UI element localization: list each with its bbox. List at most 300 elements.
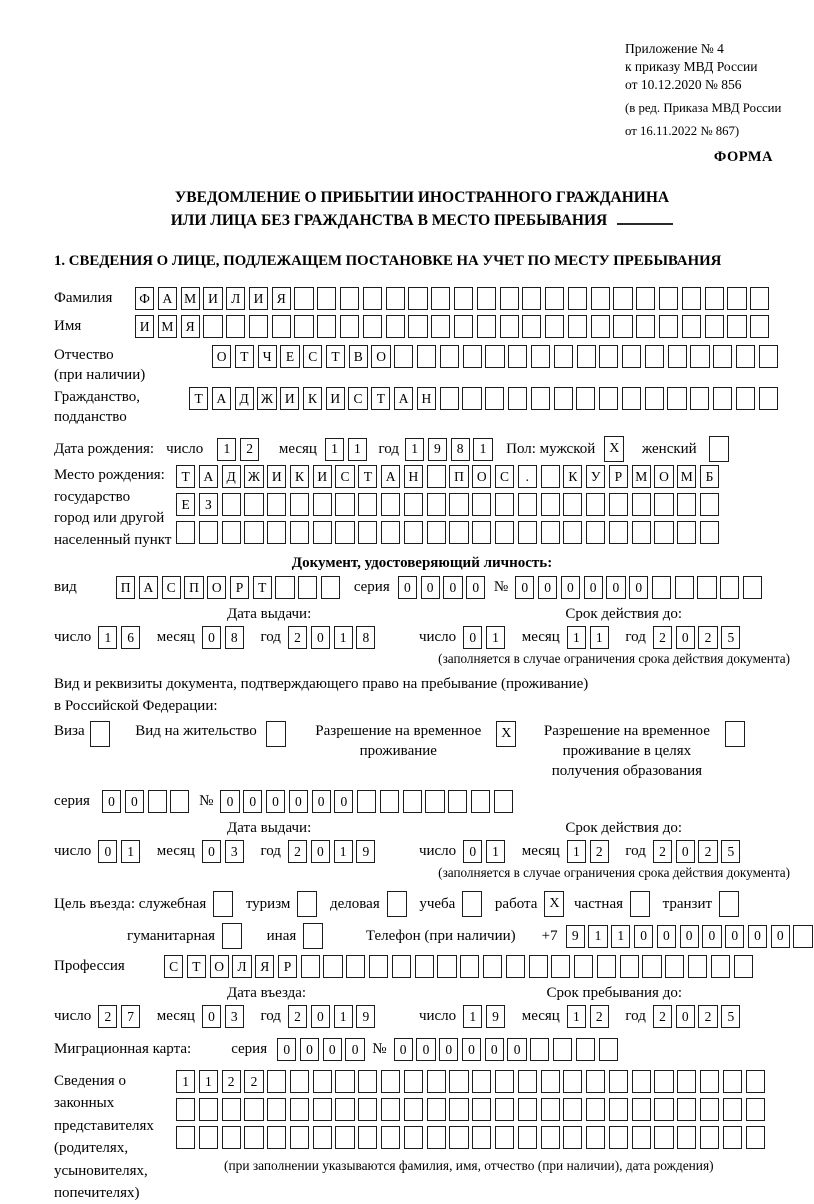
char-cell[interactable] bbox=[577, 345, 596, 368]
char-cell[interactable] bbox=[518, 1126, 537, 1149]
char-cell[interactable]: 0 bbox=[289, 790, 308, 813]
doc-type-input[interactable] bbox=[116, 576, 344, 599]
char-cell[interactable]: Т bbox=[371, 387, 390, 410]
char-cell[interactable] bbox=[586, 521, 605, 544]
char-cell[interactable] bbox=[586, 1070, 605, 1093]
char-cell[interactable] bbox=[713, 345, 732, 368]
permit-issue-day-input[interactable] bbox=[98, 840, 144, 863]
char-cell[interactable] bbox=[563, 493, 582, 516]
char-cell[interactable]: 2 bbox=[244, 1070, 263, 1093]
char-cell[interactable]: 2 bbox=[653, 1005, 672, 1028]
char-cell[interactable] bbox=[609, 1126, 628, 1149]
char-cell[interactable] bbox=[427, 521, 446, 544]
char-cell[interactable] bbox=[508, 345, 527, 368]
char-cell[interactable]: 0 bbox=[398, 576, 417, 599]
char-cell[interactable] bbox=[449, 493, 468, 516]
char-cell[interactable] bbox=[700, 1098, 719, 1121]
char-cell[interactable]: 1 bbox=[121, 840, 140, 863]
char-cell[interactable]: Ж bbox=[257, 387, 276, 410]
char-cell[interactable] bbox=[298, 576, 317, 599]
char-cell[interactable]: 1 bbox=[334, 626, 353, 649]
char-cell[interactable] bbox=[417, 345, 436, 368]
char-cell[interactable]: 5 bbox=[721, 1005, 740, 1028]
char-cell[interactable] bbox=[700, 1070, 719, 1093]
char-cell[interactable]: Ч bbox=[258, 345, 277, 368]
char-cell[interactable]: 0 bbox=[311, 840, 330, 863]
char-cell[interactable] bbox=[518, 1098, 537, 1121]
char-cell[interactable] bbox=[793, 925, 812, 948]
char-cell[interactable] bbox=[472, 1070, 491, 1093]
birth-day-input[interactable] bbox=[217, 438, 263, 461]
char-cell[interactable] bbox=[750, 287, 769, 310]
char-cell[interactable] bbox=[448, 790, 467, 813]
char-cell[interactable] bbox=[554, 345, 573, 368]
char-cell[interactable] bbox=[719, 891, 739, 917]
char-cell[interactable] bbox=[682, 287, 701, 310]
char-cell[interactable] bbox=[477, 287, 496, 310]
char-cell[interactable] bbox=[746, 1098, 765, 1121]
given-name-input[interactable] bbox=[135, 315, 773, 338]
char-cell[interactable]: 0 bbox=[462, 1038, 481, 1061]
char-cell[interactable] bbox=[290, 1098, 309, 1121]
surname-input[interactable] bbox=[135, 287, 773, 310]
char-cell[interactable]: 1 bbox=[611, 925, 630, 948]
char-cell[interactable]: 0 bbox=[102, 790, 121, 813]
char-cell[interactable] bbox=[387, 891, 407, 917]
char-cell[interactable]: 0 bbox=[439, 1038, 458, 1061]
char-cell[interactable]: Е bbox=[176, 493, 195, 516]
char-cell[interactable] bbox=[290, 1070, 309, 1093]
char-cell[interactable] bbox=[222, 1098, 241, 1121]
char-cell[interactable]: Т bbox=[235, 345, 254, 368]
char-cell[interactable]: 0 bbox=[657, 925, 676, 948]
char-cell[interactable]: И bbox=[203, 287, 222, 310]
char-cell[interactable]: 2 bbox=[98, 1005, 117, 1028]
char-cell[interactable]: Р bbox=[278, 955, 297, 978]
char-cell[interactable]: М bbox=[181, 287, 200, 310]
char-cell[interactable]: С bbox=[162, 576, 181, 599]
char-cell[interactable] bbox=[394, 345, 413, 368]
char-cell[interactable]: 0 bbox=[463, 626, 482, 649]
char-cell[interactable]: 0 bbox=[463, 840, 482, 863]
char-cell[interactable]: П bbox=[116, 576, 135, 599]
purpose-business-checkbox[interactable] bbox=[387, 891, 411, 917]
char-cell[interactable]: О bbox=[371, 345, 390, 368]
char-cell[interactable] bbox=[599, 1038, 618, 1061]
char-cell[interactable]: Н bbox=[404, 465, 423, 488]
char-cell[interactable] bbox=[563, 1126, 582, 1149]
char-cell[interactable] bbox=[700, 521, 719, 544]
purpose-transit-checkbox[interactable] bbox=[719, 891, 743, 917]
char-cell[interactable] bbox=[472, 521, 491, 544]
char-cell[interactable] bbox=[408, 287, 427, 310]
char-cell[interactable] bbox=[541, 493, 560, 516]
char-cell[interactable]: 0 bbox=[507, 1038, 526, 1061]
char-cell[interactable]: О bbox=[212, 345, 231, 368]
char-cell[interactable]: 2 bbox=[698, 840, 717, 863]
char-cell[interactable]: И bbox=[313, 465, 332, 488]
char-cell[interactable] bbox=[290, 521, 309, 544]
char-cell[interactable]: Т bbox=[176, 465, 195, 488]
char-cell[interactable] bbox=[290, 493, 309, 516]
char-cell[interactable]: Н bbox=[417, 387, 436, 410]
birth-place-input-row1[interactable] bbox=[176, 465, 723, 488]
char-cell[interactable]: 1 bbox=[334, 840, 353, 863]
char-cell[interactable] bbox=[522, 315, 541, 338]
char-cell[interactable] bbox=[554, 387, 573, 410]
char-cell[interactable]: Л bbox=[226, 287, 245, 310]
char-cell[interactable] bbox=[597, 955, 616, 978]
char-cell[interactable] bbox=[449, 1126, 468, 1149]
char-cell[interactable] bbox=[591, 287, 610, 310]
char-cell[interactable]: 0 bbox=[680, 925, 699, 948]
char-cell[interactable] bbox=[213, 891, 233, 917]
stay-year-input[interactable] bbox=[653, 1005, 744, 1028]
char-cell[interactable] bbox=[303, 923, 323, 949]
char-cell[interactable]: П bbox=[449, 465, 468, 488]
char-cell[interactable]: 1 bbox=[486, 626, 505, 649]
char-cell[interactable] bbox=[609, 1098, 628, 1121]
char-cell[interactable] bbox=[576, 387, 595, 410]
char-cell[interactable]: 2 bbox=[590, 1005, 609, 1028]
char-cell[interactable]: 2 bbox=[590, 840, 609, 863]
char-cell[interactable] bbox=[358, 521, 377, 544]
char-cell[interactable] bbox=[404, 1126, 423, 1149]
char-cell[interactable]: 0 bbox=[202, 1005, 221, 1028]
char-cell[interactable]: 0 bbox=[702, 925, 721, 948]
char-cell[interactable]: 0 bbox=[125, 790, 144, 813]
char-cell[interactable] bbox=[652, 576, 671, 599]
char-cell[interactable]: 3 bbox=[225, 1005, 244, 1028]
rep-input-row1[interactable] bbox=[176, 1070, 768, 1093]
char-cell[interactable] bbox=[530, 1038, 549, 1061]
char-cell[interactable] bbox=[357, 790, 376, 813]
char-cell[interactable] bbox=[586, 1098, 605, 1121]
char-cell[interactable]: 2 bbox=[288, 626, 307, 649]
char-cell[interactable] bbox=[358, 1098, 377, 1121]
sex-male-checkbox[interactable] bbox=[604, 436, 628, 462]
char-cell[interactable] bbox=[727, 315, 746, 338]
char-cell[interactable]: 0 bbox=[485, 1038, 504, 1061]
purpose-study-checkbox[interactable] bbox=[462, 891, 486, 917]
char-cell[interactable] bbox=[267, 493, 286, 516]
char-cell[interactable] bbox=[723, 1070, 742, 1093]
char-cell[interactable] bbox=[226, 315, 245, 338]
char-cell[interactable]: А bbox=[199, 465, 218, 488]
char-cell[interactable]: О bbox=[654, 465, 673, 488]
char-cell[interactable]: 0 bbox=[561, 576, 580, 599]
char-cell[interactable]: М bbox=[632, 465, 651, 488]
char-cell[interactable] bbox=[495, 493, 514, 516]
char-cell[interactable]: И bbox=[280, 387, 299, 410]
char-cell[interactable] bbox=[358, 1070, 377, 1093]
temp-residence-permit-edu-checkbox[interactable] bbox=[725, 721, 749, 747]
char-cell[interactable]: И bbox=[135, 315, 154, 338]
char-cell[interactable]: Ф bbox=[135, 287, 154, 310]
char-cell[interactable]: О bbox=[207, 576, 226, 599]
char-cell[interactable]: С bbox=[303, 345, 322, 368]
char-cell[interactable]: 2 bbox=[698, 626, 717, 649]
char-cell[interactable] bbox=[335, 521, 354, 544]
mig-series-input[interactable] bbox=[277, 1038, 368, 1061]
char-cell[interactable] bbox=[654, 1126, 673, 1149]
char-cell[interactable] bbox=[381, 521, 400, 544]
char-cell[interactable] bbox=[723, 1098, 742, 1121]
char-cell[interactable] bbox=[642, 955, 661, 978]
char-cell[interactable] bbox=[148, 790, 167, 813]
char-cell[interactable] bbox=[427, 1070, 446, 1093]
char-cell[interactable]: 0 bbox=[311, 1005, 330, 1028]
char-cell[interactable] bbox=[500, 287, 519, 310]
char-cell[interactable] bbox=[734, 955, 753, 978]
char-cell[interactable] bbox=[495, 521, 514, 544]
char-cell[interactable] bbox=[725, 721, 745, 747]
char-cell[interactable]: 0 bbox=[466, 576, 485, 599]
char-cell[interactable]: Д bbox=[222, 465, 241, 488]
char-cell[interactable] bbox=[176, 1126, 195, 1149]
char-cell[interactable] bbox=[636, 315, 655, 338]
char-cell[interactable] bbox=[222, 923, 242, 949]
char-cell[interactable] bbox=[381, 493, 400, 516]
doc-series-input[interactable] bbox=[398, 576, 489, 599]
char-cell[interactable] bbox=[609, 521, 628, 544]
mig-number-input[interactable] bbox=[394, 1038, 622, 1061]
char-cell[interactable] bbox=[294, 287, 313, 310]
char-cell[interactable]: 0 bbox=[515, 576, 534, 599]
char-cell[interactable]: А bbox=[158, 287, 177, 310]
char-cell[interactable] bbox=[563, 1098, 582, 1121]
char-cell[interactable] bbox=[522, 287, 541, 310]
char-cell[interactable]: 0 bbox=[220, 790, 239, 813]
char-cell[interactable] bbox=[454, 315, 473, 338]
char-cell[interactable] bbox=[495, 1098, 514, 1121]
char-cell[interactable] bbox=[636, 287, 655, 310]
char-cell[interactable] bbox=[404, 1098, 423, 1121]
char-cell[interactable]: 0 bbox=[676, 840, 695, 863]
entry-year-input[interactable] bbox=[288, 1005, 379, 1028]
char-cell[interactable]: 9 bbox=[486, 1005, 505, 1028]
char-cell[interactable] bbox=[736, 345, 755, 368]
char-cell[interactable] bbox=[700, 493, 719, 516]
char-cell[interactable]: 0 bbox=[416, 1038, 435, 1061]
char-cell[interactable] bbox=[485, 387, 504, 410]
char-cell[interactable] bbox=[705, 287, 724, 310]
char-cell[interactable] bbox=[553, 1038, 572, 1061]
char-cell[interactable]: О bbox=[472, 465, 491, 488]
char-cell[interactable] bbox=[609, 493, 628, 516]
char-cell[interactable] bbox=[727, 287, 746, 310]
char-cell[interactable] bbox=[659, 315, 678, 338]
char-cell[interactable]: 2 bbox=[288, 840, 307, 863]
char-cell[interactable] bbox=[449, 1070, 468, 1093]
char-cell[interactable] bbox=[645, 345, 664, 368]
char-cell[interactable]: С bbox=[335, 465, 354, 488]
char-cell[interactable] bbox=[563, 1070, 582, 1093]
char-cell[interactable] bbox=[622, 387, 641, 410]
char-cell[interactable] bbox=[541, 521, 560, 544]
char-cell[interactable] bbox=[599, 387, 618, 410]
char-cell[interactable] bbox=[404, 1070, 423, 1093]
char-cell[interactable]: П bbox=[184, 576, 203, 599]
char-cell[interactable] bbox=[380, 790, 399, 813]
char-cell[interactable] bbox=[363, 315, 382, 338]
char-cell[interactable]: 1 bbox=[348, 438, 367, 461]
char-cell[interactable] bbox=[483, 955, 502, 978]
char-cell[interactable] bbox=[462, 891, 482, 917]
char-cell[interactable] bbox=[199, 1098, 218, 1121]
char-cell[interactable] bbox=[599, 345, 618, 368]
char-cell[interactable]: 2 bbox=[698, 1005, 717, 1028]
char-cell[interactable] bbox=[586, 493, 605, 516]
char-cell[interactable]: 0 bbox=[725, 925, 744, 948]
char-cell[interactable] bbox=[408, 315, 427, 338]
char-cell[interactable]: X bbox=[604, 436, 624, 462]
char-cell[interactable] bbox=[541, 1070, 560, 1093]
char-cell[interactable]: 0 bbox=[312, 790, 331, 813]
char-cell[interactable]: X bbox=[544, 891, 564, 917]
char-cell[interactable]: 1 bbox=[405, 438, 424, 461]
char-cell[interactable] bbox=[427, 1126, 446, 1149]
permit-exp-year-input[interactable] bbox=[653, 840, 744, 863]
char-cell[interactable] bbox=[472, 1098, 491, 1121]
char-cell[interactable]: 6 bbox=[121, 626, 140, 649]
char-cell[interactable] bbox=[665, 955, 684, 978]
char-cell[interactable]: И bbox=[326, 387, 345, 410]
visa-checkbox[interactable] bbox=[90, 721, 114, 747]
char-cell[interactable] bbox=[386, 315, 405, 338]
doc-exp-month-input[interactable] bbox=[567, 626, 613, 649]
char-cell[interactable]: Ж bbox=[244, 465, 263, 488]
char-cell[interactable] bbox=[415, 955, 434, 978]
char-cell[interactable] bbox=[170, 790, 189, 813]
char-cell[interactable]: 2 bbox=[222, 1070, 241, 1093]
char-cell[interactable] bbox=[462, 387, 481, 410]
doc-exp-year-input[interactable] bbox=[653, 626, 744, 649]
profession-input[interactable] bbox=[164, 955, 756, 978]
char-cell[interactable] bbox=[358, 493, 377, 516]
char-cell[interactable] bbox=[545, 315, 564, 338]
char-cell[interactable] bbox=[363, 287, 382, 310]
purpose-official-checkbox[interactable] bbox=[213, 891, 237, 917]
char-cell[interactable]: У bbox=[586, 465, 605, 488]
char-cell[interactable]: Т bbox=[358, 465, 377, 488]
char-cell[interactable]: 1 bbox=[334, 1005, 353, 1028]
char-cell[interactable] bbox=[630, 891, 650, 917]
char-cell[interactable] bbox=[440, 387, 459, 410]
char-cell[interactable] bbox=[403, 790, 422, 813]
char-cell[interactable]: 8 bbox=[451, 438, 470, 461]
char-cell[interactable] bbox=[709, 436, 729, 462]
char-cell[interactable] bbox=[369, 955, 388, 978]
permit-exp-month-input[interactable] bbox=[567, 840, 613, 863]
char-cell[interactable]: 8 bbox=[225, 626, 244, 649]
char-cell[interactable]: Я bbox=[255, 955, 274, 978]
char-cell[interactable]: 0 bbox=[345, 1038, 364, 1061]
char-cell[interactable] bbox=[472, 493, 491, 516]
citizenship-input[interactable] bbox=[189, 387, 781, 410]
char-cell[interactable] bbox=[477, 315, 496, 338]
char-cell[interactable]: 1 bbox=[463, 1005, 482, 1028]
char-cell[interactable] bbox=[529, 955, 548, 978]
char-cell[interactable] bbox=[746, 1070, 765, 1093]
char-cell[interactable]: Б bbox=[700, 465, 719, 488]
char-cell[interactable]: 9 bbox=[356, 840, 375, 863]
char-cell[interactable] bbox=[425, 790, 444, 813]
permit-number-input[interactable] bbox=[220, 790, 516, 813]
char-cell[interactable] bbox=[313, 1098, 332, 1121]
char-cell[interactable] bbox=[551, 955, 570, 978]
char-cell[interactable]: 1 bbox=[567, 626, 586, 649]
char-cell[interactable] bbox=[576, 1038, 595, 1061]
char-cell[interactable] bbox=[267, 1126, 286, 1149]
char-cell[interactable]: 2 bbox=[240, 438, 259, 461]
char-cell[interactable]: К bbox=[303, 387, 322, 410]
char-cell[interactable]: 1 bbox=[98, 626, 117, 649]
char-cell[interactable] bbox=[545, 287, 564, 310]
char-cell[interactable] bbox=[654, 521, 673, 544]
birth-place-input-row3[interactable] bbox=[176, 521, 723, 544]
char-cell[interactable] bbox=[720, 576, 739, 599]
char-cell[interactable]: М bbox=[677, 465, 696, 488]
char-cell[interactable] bbox=[697, 576, 716, 599]
char-cell[interactable] bbox=[746, 1126, 765, 1149]
char-cell[interactable] bbox=[335, 1070, 354, 1093]
char-cell[interactable] bbox=[266, 721, 286, 747]
char-cell[interactable] bbox=[449, 521, 468, 544]
char-cell[interactable]: 1 bbox=[567, 840, 586, 863]
char-cell[interactable]: X bbox=[496, 721, 516, 747]
doc-exp-day-input[interactable] bbox=[463, 626, 509, 649]
char-cell[interactable]: Я bbox=[272, 287, 291, 310]
char-cell[interactable] bbox=[203, 315, 222, 338]
char-cell[interactable] bbox=[677, 1098, 696, 1121]
char-cell[interactable] bbox=[654, 1098, 673, 1121]
char-cell[interactable] bbox=[386, 287, 405, 310]
char-cell[interactable]: Т bbox=[187, 955, 206, 978]
permit-series-input[interactable] bbox=[102, 790, 193, 813]
purpose-humanitarian-checkbox[interactable] bbox=[222, 923, 246, 949]
char-cell[interactable] bbox=[275, 576, 294, 599]
char-cell[interactable]: И bbox=[249, 287, 268, 310]
rep-input-row3[interactable] bbox=[176, 1126, 768, 1149]
char-cell[interactable] bbox=[249, 315, 268, 338]
doc-issue-year-input[interactable] bbox=[288, 626, 379, 649]
char-cell[interactable] bbox=[531, 387, 550, 410]
char-cell[interactable] bbox=[736, 387, 755, 410]
char-cell[interactable] bbox=[690, 387, 709, 410]
purpose-tourism-checkbox[interactable] bbox=[297, 891, 321, 917]
purpose-other-checkbox[interactable] bbox=[303, 923, 327, 949]
char-cell[interactable] bbox=[313, 493, 332, 516]
char-cell[interactable]: 0 bbox=[202, 840, 221, 863]
char-cell[interactable]: 9 bbox=[566, 925, 585, 948]
char-cell[interactable] bbox=[317, 287, 336, 310]
purpose-work-checkbox[interactable] bbox=[544, 891, 568, 917]
char-cell[interactable] bbox=[677, 1070, 696, 1093]
char-cell[interactable] bbox=[586, 1126, 605, 1149]
purpose-private-checkbox[interactable] bbox=[630, 891, 654, 917]
char-cell[interactable] bbox=[632, 521, 651, 544]
rep-input-row2[interactable] bbox=[176, 1098, 768, 1121]
char-cell[interactable]: 8 bbox=[356, 626, 375, 649]
birth-year-input[interactable] bbox=[405, 438, 496, 461]
char-cell[interactable]: Р bbox=[609, 465, 628, 488]
char-cell[interactable] bbox=[677, 493, 696, 516]
char-cell[interactable] bbox=[759, 387, 778, 410]
char-cell[interactable] bbox=[632, 1126, 651, 1149]
char-cell[interactable] bbox=[381, 1098, 400, 1121]
char-cell[interactable]: 0 bbox=[323, 1038, 342, 1061]
